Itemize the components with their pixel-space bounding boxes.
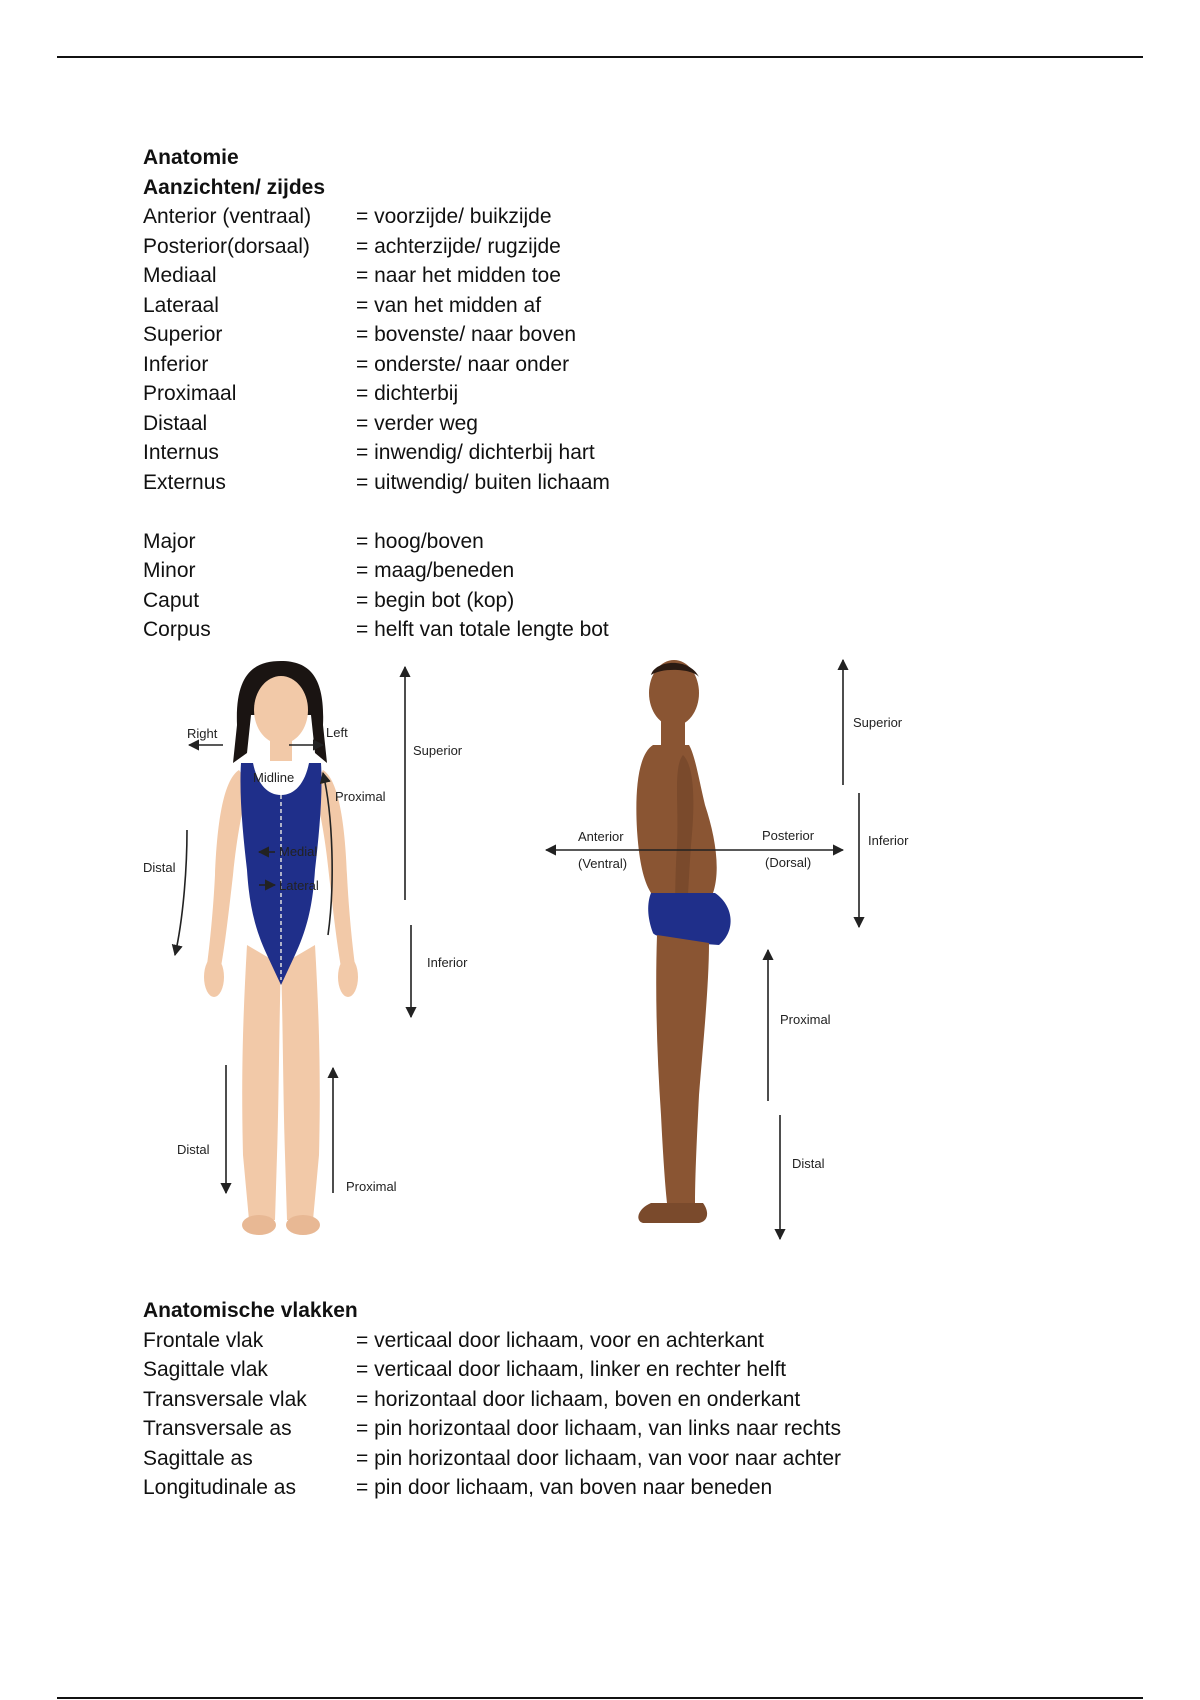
label-dorsal: (Dorsal): [765, 855, 812, 870]
term-row: [143, 615, 1043, 645]
label-anterior: Anterior: [578, 829, 624, 844]
side-figure: [636, 660, 730, 1223]
term-row: [143, 468, 1043, 498]
term: Mediaal: [143, 264, 217, 287]
anatomy-figure-svg: [143, 655, 933, 1245]
term: Transversale as: [143, 1417, 292, 1440]
label-lateral: Lateral: [279, 878, 319, 893]
label-ventral: (Ventral): [578, 856, 628, 871]
definition: = pin horizontaal door lichaam, van links naar rechts: [356, 1417, 842, 1440]
label-proximal-side: Proximal: [780, 1012, 831, 1027]
label-midline: Midline: [253, 770, 295, 785]
term-row: [143, 527, 1043, 557]
label-posterior: Posterior: [762, 828, 815, 843]
term: Superior: [143, 323, 223, 346]
term-row: [143, 202, 1043, 232]
term-row: [143, 586, 1043, 616]
definition: = verder weg: [356, 411, 478, 435]
term-row: [143, 409, 1043, 439]
term: Longitudinale as: [143, 1476, 296, 1499]
label-medial: Medial: [279, 844, 318, 859]
definition: = naar het midden toe: [356, 264, 561, 287]
label-distal-side: Distal: [792, 1156, 825, 1171]
term: Caput: [143, 588, 200, 612]
definition: = verticaal door lichaam, linker en rechter helft: [356, 1358, 787, 1381]
definition: = pin door lichaam, van boven naar beneden: [356, 1476, 773, 1499]
label-inferior-side: Inferior: [868, 833, 909, 848]
definition: = horizontaal door lichaam, boven en onderkant: [356, 1387, 801, 1411]
label-distal-leg: Distal: [177, 1142, 210, 1157]
term-row: [143, 261, 1043, 291]
document-body: [143, 143, 1043, 645]
definition: = verticaal door lichaam, voor en achterkant: [356, 1328, 764, 1352]
definition: = begin bot (kop): [356, 588, 515, 612]
label-distal-arm: Distal: [143, 860, 176, 875]
spacer: [143, 497, 1043, 527]
term: Posterior(dorsaal): [143, 234, 310, 258]
term-row: [143, 1444, 1043, 1474]
term-row: [143, 1473, 1043, 1503]
term-list-bones: [143, 527, 1043, 645]
front-figure: [204, 661, 358, 1235]
term: Corpus: [143, 618, 211, 641]
anatomy-figure: [143, 655, 933, 1245]
definition: = van het midden af: [356, 293, 542, 317]
term-row: [143, 379, 1043, 409]
document-body-planes: [143, 1296, 1043, 1503]
term-row: [143, 1326, 1043, 1356]
term: Minor: [143, 559, 196, 582]
term-row: [143, 291, 1043, 321]
term: Lateraal: [143, 293, 219, 317]
label-proximal-arm: Proximal: [335, 789, 386, 804]
term-row: [143, 320, 1043, 350]
term-row: [143, 1355, 1043, 1385]
definition: = pin horizontaal door lichaam, van voor naar achter: [356, 1446, 842, 1470]
definition: = dichterbij: [356, 382, 459, 405]
label-inferior-front: Inferior: [427, 955, 468, 970]
term-list-aanzichten: [143, 202, 1043, 497]
term: Sagittale as: [143, 1446, 253, 1470]
term: Major: [143, 529, 196, 553]
term: Anterior (ventraal): [143, 205, 312, 228]
term-row: [143, 556, 1043, 586]
term: Internus: [143, 441, 219, 464]
label-superior-front: Superior: [413, 743, 463, 758]
term-row: [143, 1414, 1043, 1444]
definition: = maag/beneden: [356, 559, 515, 582]
definition: = onderste/ naar onder: [356, 352, 570, 376]
definition: = voorzijde/ buikzijde: [356, 205, 552, 228]
term: Externus: [143, 470, 226, 494]
term: Inferior: [143, 352, 209, 376]
definition: = achterzijde/ rugzijde: [356, 234, 561, 258]
definition: = inwendig/ dichterbij hart: [356, 441, 595, 464]
term-list-vlakken: [143, 1326, 1043, 1503]
term-row: [143, 232, 1043, 262]
definition: = bovenste/ naar boven: [356, 323, 577, 346]
term: Transversale vlak: [143, 1387, 307, 1411]
definition: = helft van totale lengte bot: [356, 618, 609, 641]
definition: = uitwendig/ buiten lichaam: [356, 470, 610, 494]
term: Distaal: [143, 411, 208, 435]
section-heading-aanzichten: Aanzichten/ zijdes: [143, 175, 326, 199]
label-superior-side: Superior: [853, 715, 903, 730]
term: Frontale vlak: [143, 1328, 264, 1352]
term-row: [143, 438, 1043, 468]
bottom-rule: [57, 1697, 1143, 1699]
label-right: Right: [187, 726, 218, 741]
page-title: Anatomie: [143, 146, 239, 169]
term-row: [143, 350, 1043, 380]
definition: = hoog/boven: [356, 529, 484, 553]
term: Sagittale vlak: [143, 1358, 268, 1381]
top-rule: [57, 56, 1143, 58]
term-row: [143, 1385, 1043, 1415]
label-proximal-leg: Proximal: [346, 1179, 397, 1194]
term: Proximaal: [143, 382, 237, 405]
section-heading-vlakken: Anatomische vlakken: [143, 1299, 358, 1322]
label-left: Left: [326, 725, 348, 740]
